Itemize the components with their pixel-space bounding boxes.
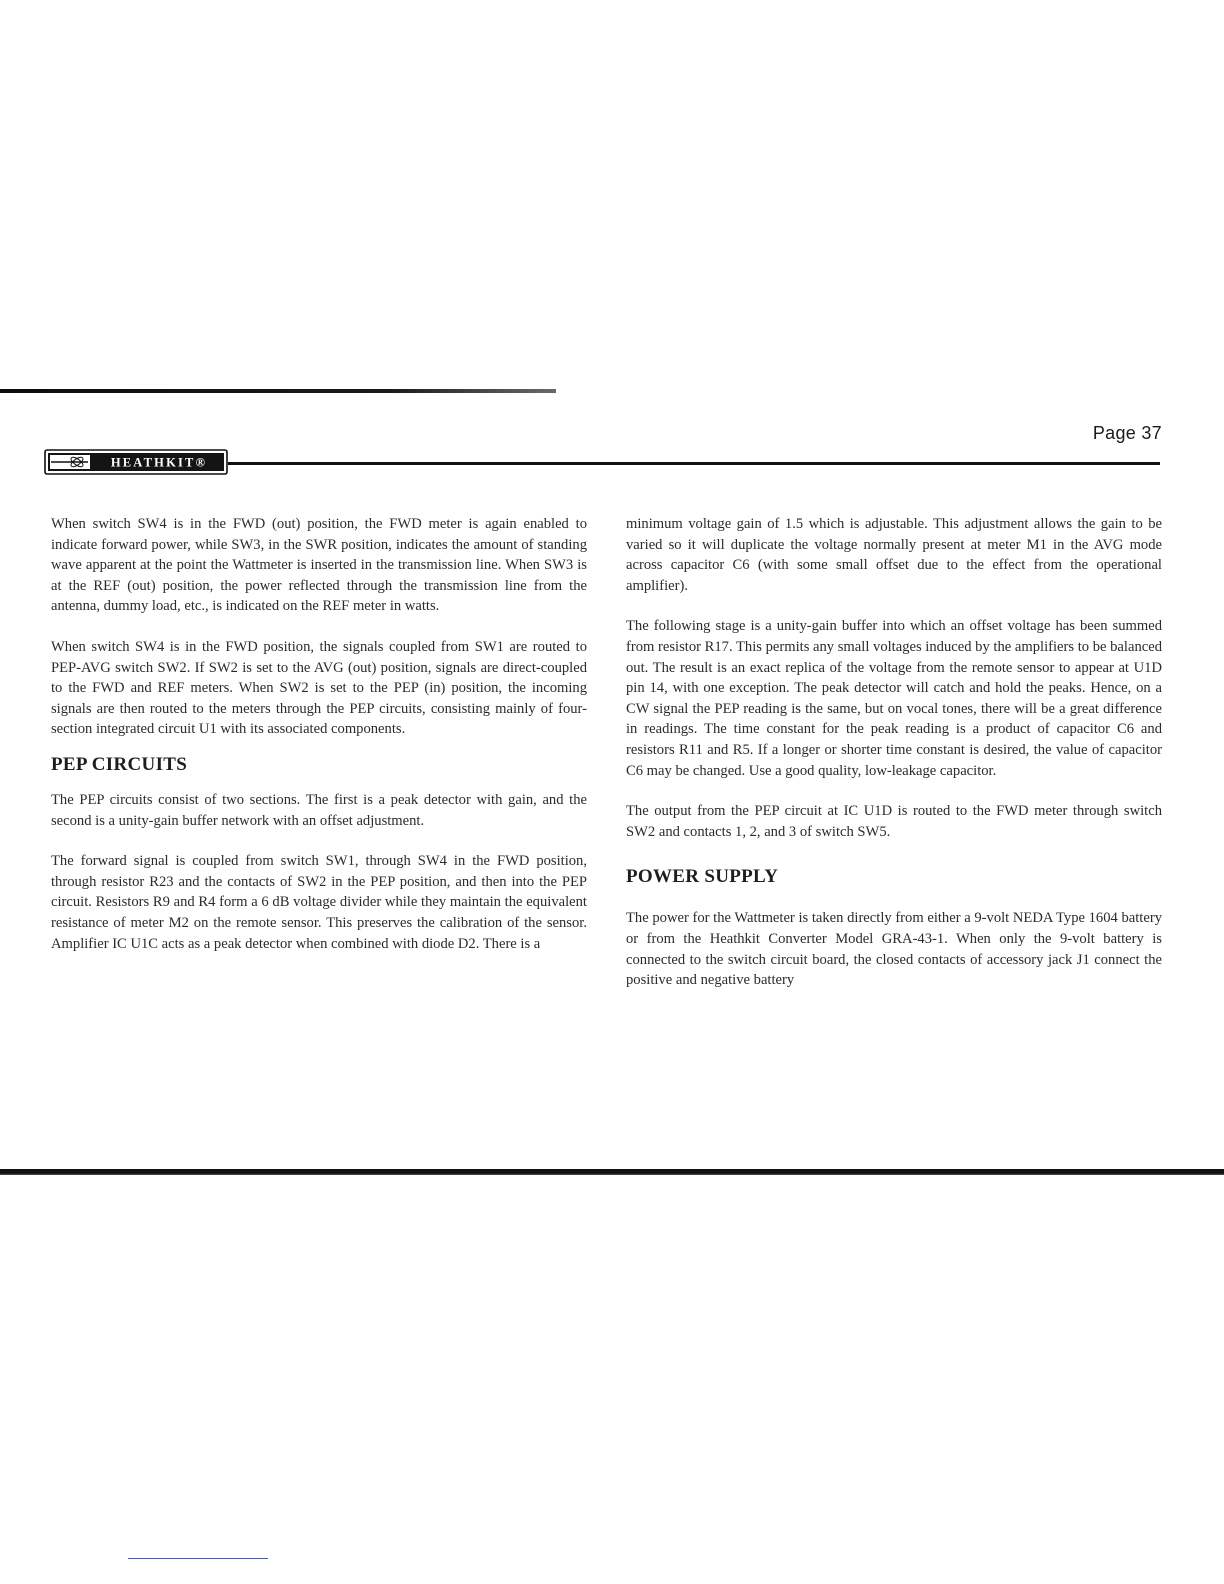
paragraph-sw4-fwd: When switch SW4 is in the FWD (out) position, the FWD meter is again enabled to indicate forward power, while SW3, in the SWR position, indicates the amount of standing wave apparent at the point the Wattmeter is inserted in the transmission line. When SW3 is at the REF (out) position, the power reflected through the transmission line from the antenna, dummy load, etc., is indicated on the REF meter in watts. bbox=[51, 516, 587, 615]
paragraph-pep-output: The output from the PEP circuit at IC U1D is routed to the FWD meter through switch SW2 and contacts 1, 2, and 3 of switch SW5. bbox=[626, 803, 1162, 840]
heading-power-supply: POWER SUPPLY bbox=[626, 866, 779, 888]
bottom-divider-rule bbox=[0, 1169, 1224, 1175]
paragraph-power-source: The power for the Wattmeter is taken directly from either a 9-volt NEDA Type 1604 battery or from the Heathkit Converter Model GRA-43-1. When only the 9-volt battery is connected to the switch circuit board, the closed contacts of accessory jack J1 connect the positive and negative battery bbox=[626, 910, 1162, 989]
logo-brand-text: HEATHKIT® bbox=[110, 455, 208, 470]
paragraph-forward-signal: The forward signal is coupled from switch SW1, through SW4 in the FWD position, through resistor R23 and the contacts of SW2 in the PEP position, and then into the PEP circuit. Resistors R9 and R4 form a 6 dB voltage divider while they maintain the equivalent resistance of meter M2 on the remote sensor. This preserves the calibration of the sensor. Amplifier IC U1C acts as a peak detector when combined with diode D2. There is a bbox=[51, 853, 587, 952]
right-column bbox=[626, 514, 1162, 991]
paragraph-sw4-routing: When switch SW4 is in the FWD position, the signals coupled from SW1 are routed to PEP-AVG switch SW2. If SW2 is set to the AVG (out) position, signals are direct-coupled to the FWD and REF meters. When SW2 is set to the PEP (in) position, the incoming signals are then routed to the meters through the PEP circuits, consisting mainly of four-section integrated circuit U1 with its associated components. bbox=[51, 638, 587, 738]
bottom-stub-line bbox=[128, 1558, 268, 1559]
page-number: Page 37 bbox=[1092, 423, 1162, 443]
top-divider-rule bbox=[0, 389, 556, 393]
left-column bbox=[51, 514, 587, 954]
header-rule bbox=[228, 462, 1160, 465]
paragraph-pep-sections: The PEP circuits consist of two sections. The first is a peak detector with gain, and the second is a unity-gain buffer network with an offset adjustment. bbox=[51, 791, 587, 829]
paragraph-unity-gain-buffer: The following stage is a unity-gain buffer into which an offset voltage has been summed from resistor R17. This permits any small voltages induced by the amplifiers to be balanced out. The result is an exact replica of the voltage from the remote sensor to appear at U1D pin 14, with one exception. The peak detector will catch and hold the peaks. Hence, on a CW signal the PEP reading is the same, but on vocal tones, there will be a great difference in readings. The time constant for the peak reading is a product of capacitor C6 and resistors R11 and R5. If a longer or shorter time constant is desired, the value of capacitor C6 may be changed. Use a good quality, low-leakage capacitor. bbox=[626, 618, 1162, 779]
paragraph-voltage-gain: minimum voltage gain of 1.5 which is adjustable. This adjustment allows the gain to be varied so it will duplicate the voltage normally present at meter M1 in the AVG mode across capacitor C6 (with some small offset due to the effect from the operational amplifier). bbox=[626, 516, 1162, 594]
heathkit-logo bbox=[44, 449, 228, 475]
heading-pep-circuits: PEP CIRCUITS bbox=[51, 753, 188, 775]
